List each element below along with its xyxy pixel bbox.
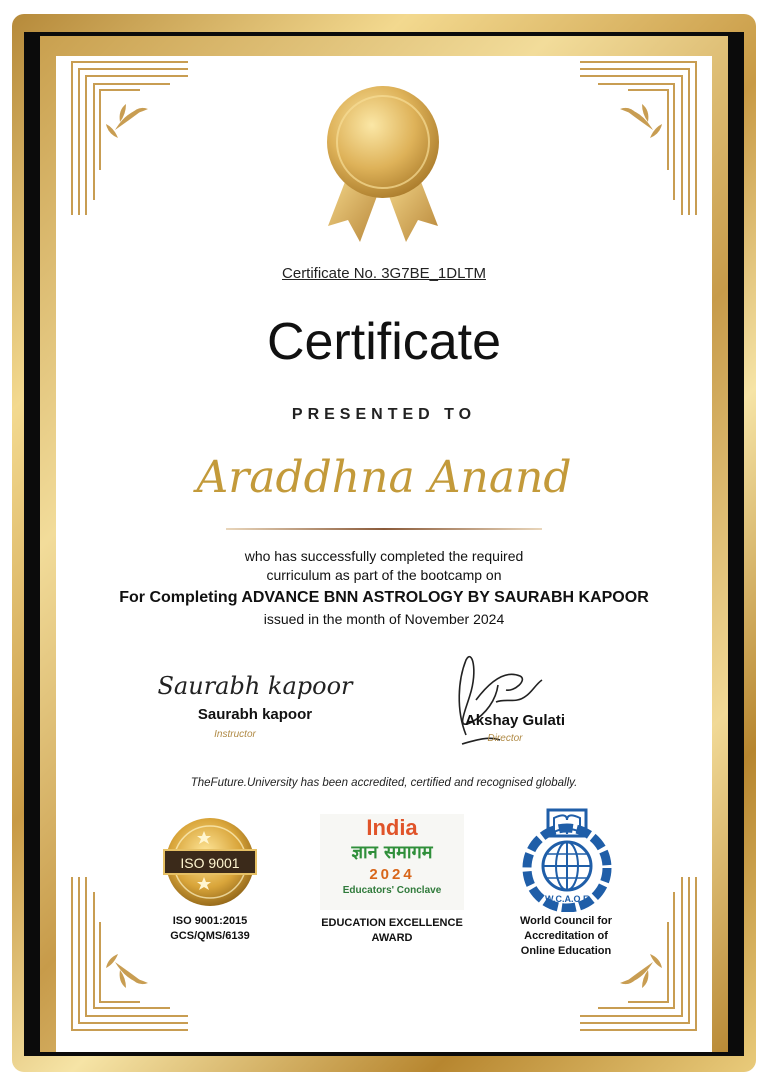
instructor-role: Instructor [214,729,256,740]
director-signature-block [430,712,600,744]
recipient-name: Araddhna Anand [196,452,572,503]
instructor-signature: Saurabh kapoor [157,672,353,700]
conclave-logo-line2: ज्ञान समागम [351,842,433,863]
conclave-logo-line3: 2024 [369,866,415,883]
wcaoe-globe-icon [518,808,616,912]
certificate-number: Certificate No. 3G7BE_1DLTM [282,265,486,282]
wcaoe-caption [496,914,636,959]
presented-to-label: PRESENTED TO [291,406,477,423]
corner-ornament-icon [578,60,698,220]
body-line-1: who has successfully completed the required [244,548,524,564]
wcaoe-label: W.C.A.O.E [544,894,590,904]
conclave-caption-line2: AWARD [371,932,413,944]
conclave-logo-line1: India [366,815,418,840]
conclave-caption [300,916,484,946]
wcaoe-caption-line1: World Council for [519,915,613,927]
iso-caption-line2: GCS/QMS/6139 [170,930,250,942]
iso-caption-line1: ISO 9001:2015 [172,915,248,927]
corner-ornament-icon [70,60,190,220]
gold-medal-icon [318,84,448,246]
wcaoe-caption-line3: Online Education [520,945,612,957]
conclave-caption-line1: EDUCATION EXCELLENCE [321,917,463,929]
instructor-name: Saurabh kapoor [197,706,313,723]
certificate-title: Certificate [266,313,502,371]
instructor-signature-block [130,672,380,740]
body-line-2: curriculum as part of the bootcamp on [266,567,502,583]
iso-seal-label: ISO 9001 [180,855,240,871]
iso-seal-icon [158,816,262,908]
course-title: For Completing ADVANCE BNN ASTROLOGY BY SAURABH KAPOOR [119,589,649,606]
director-name: Akshay Gulati [464,712,566,729]
conclave-logo-line4: Educators' Conclave [342,885,442,896]
wcaoe-caption-line2: Accreditation of [524,930,608,942]
iso-caption [140,914,280,944]
director-role: Director [487,733,523,744]
name-underline [226,528,542,530]
india-conclave-logo-icon [320,814,464,910]
accreditation-text: TheFuture.University has been accredited, certified and recognised globally. [190,777,578,789]
issued-date: issued in the month of November 2024 [263,611,505,627]
